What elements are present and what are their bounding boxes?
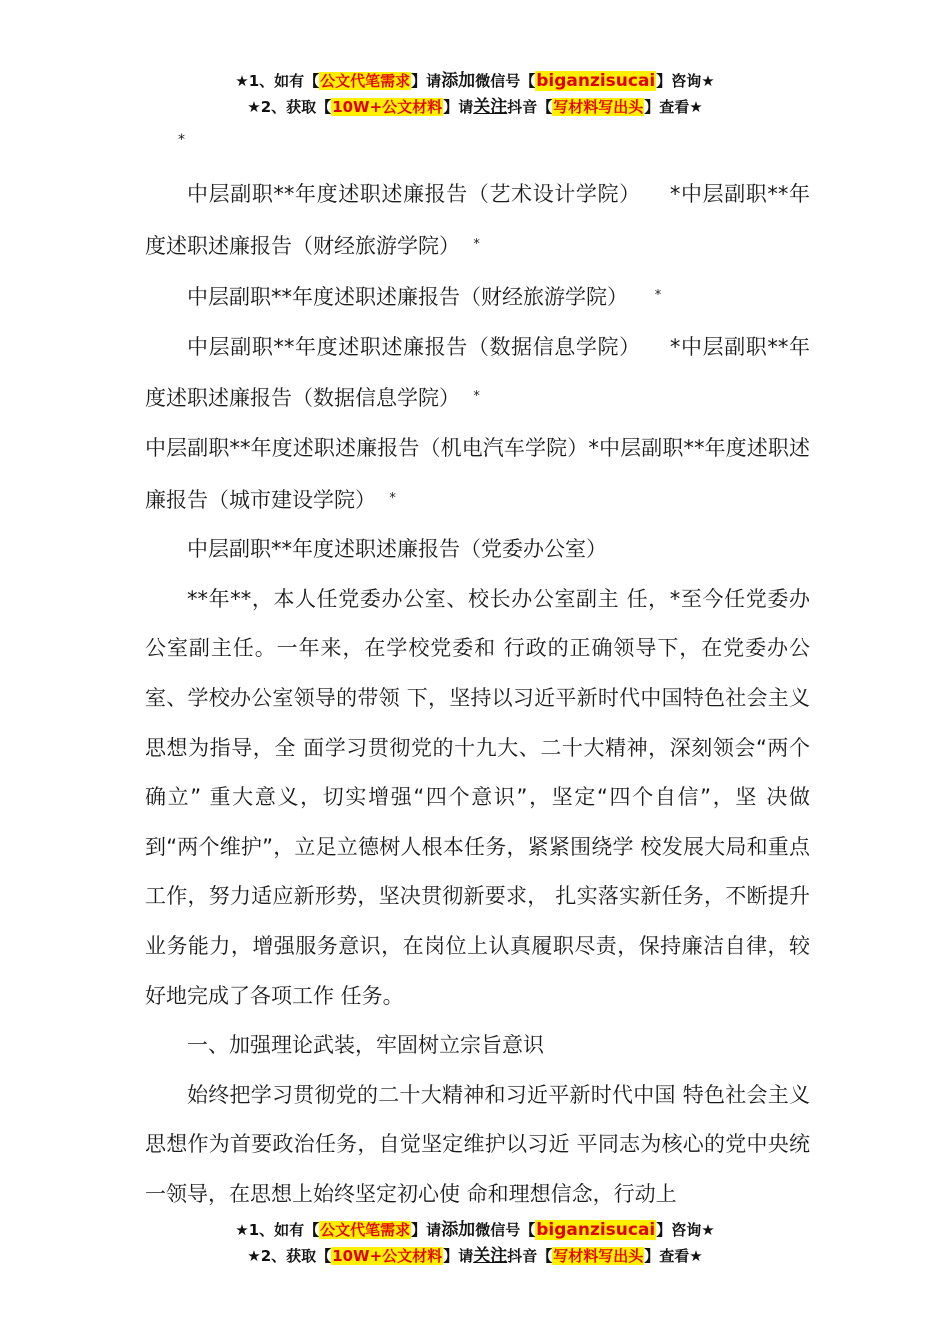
toc-entry: 中层副职**年度述职述廉报告（数据信息学院） *中层副职**年度述职述廉报告（数据信息学院） * xyxy=(145,334,811,411)
wechat-id: biganzisucai xyxy=(536,71,656,91)
paragraph: **年**，本人任党委办公室、校长办公室副主 任，*至今任党委办公室副主任。一年来，在学校党委和 行政的正确领导下，在党委办公室、学校办公室领导的带领 下，坚持以习近平新时代中国特色社会主义思想为指导，全 面学习贯彻党的十九大、二十大精神，深刻领会“两个确立” 重大意义，切实增强“四个意识”，坚定“四个自信”，坚 决做到“两个维护”，立足立德树人根本任务，紧紧围绕学 校发展大局和重点工作，努力适应新形势，坚决贯彻新要求， 扎实落实新任务，不断提升业务能力，增强服务意识，在岗位上认真履职尽责，保持廉洁自律，较好地完成了各项工作 任务。 xyxy=(145,586,810,1008)
highlight: 公文代笔需求 xyxy=(320,1221,411,1239)
toc-entry: 中层副职**年度述职述廉报告（艺术设计学院） *中层副职**年度述职述廉报告（财经旅游学院） * xyxy=(145,182,811,258)
section-heading: 一、加强理论武装，牢固树立宗旨意识 xyxy=(187,1033,544,1058)
toc-entry: 中层副职**年度述职述廉报告（财经旅游学院） * xyxy=(187,285,662,310)
promo-banner-bottom xyxy=(0,1217,950,1269)
promo-banner-top xyxy=(0,68,950,120)
paragraph: 始终把学习贯彻党的二十大精神和习近平新时代中国 特色社会主义思想作为首要政治任务，自觉坚定维护以习近 平同志为核心的党中央统一领导，在思想上始终坚定初心使 命和理想信念，行动上 xyxy=(145,1082,810,1206)
promo-line-1: ★1、如有【公文代笔需求】请添加微信号【biganzisucai】咨询★ xyxy=(235,71,715,91)
wechat-id: biganzisucai xyxy=(536,1220,656,1240)
stray-asterisk: * xyxy=(178,132,185,148)
douyin-id: 写材料写出头 xyxy=(553,1247,644,1265)
promo-line-2: ★2、获取【10W+公文材料】请关注抖音【写材料写出头】查看★ xyxy=(247,97,703,117)
highlight: 10W+公文材料 xyxy=(332,98,443,116)
douyin-id: 写材料写出头 xyxy=(553,98,644,116)
document-title: 中层副职**年度述职述廉报告（党委办公室） xyxy=(187,537,607,562)
promo-line-2: ★2、获取【10W+公文材料】请关注抖音【写材料写出头】查看★ xyxy=(247,1246,703,1266)
highlight: 公文代笔需求 xyxy=(320,72,411,90)
highlight: 10W+公文材料 xyxy=(332,1247,443,1265)
document-body xyxy=(145,170,810,1219)
promo-line-1: ★1、如有【公文代笔需求】请添加微信号【biganzisucai】咨询★ xyxy=(235,1220,715,1240)
toc-entry: 中层副职**年度述职述廉报告（机电汽车学院）*中层副职**年度述职述廉报告（城市建设学院） * xyxy=(145,435,811,512)
